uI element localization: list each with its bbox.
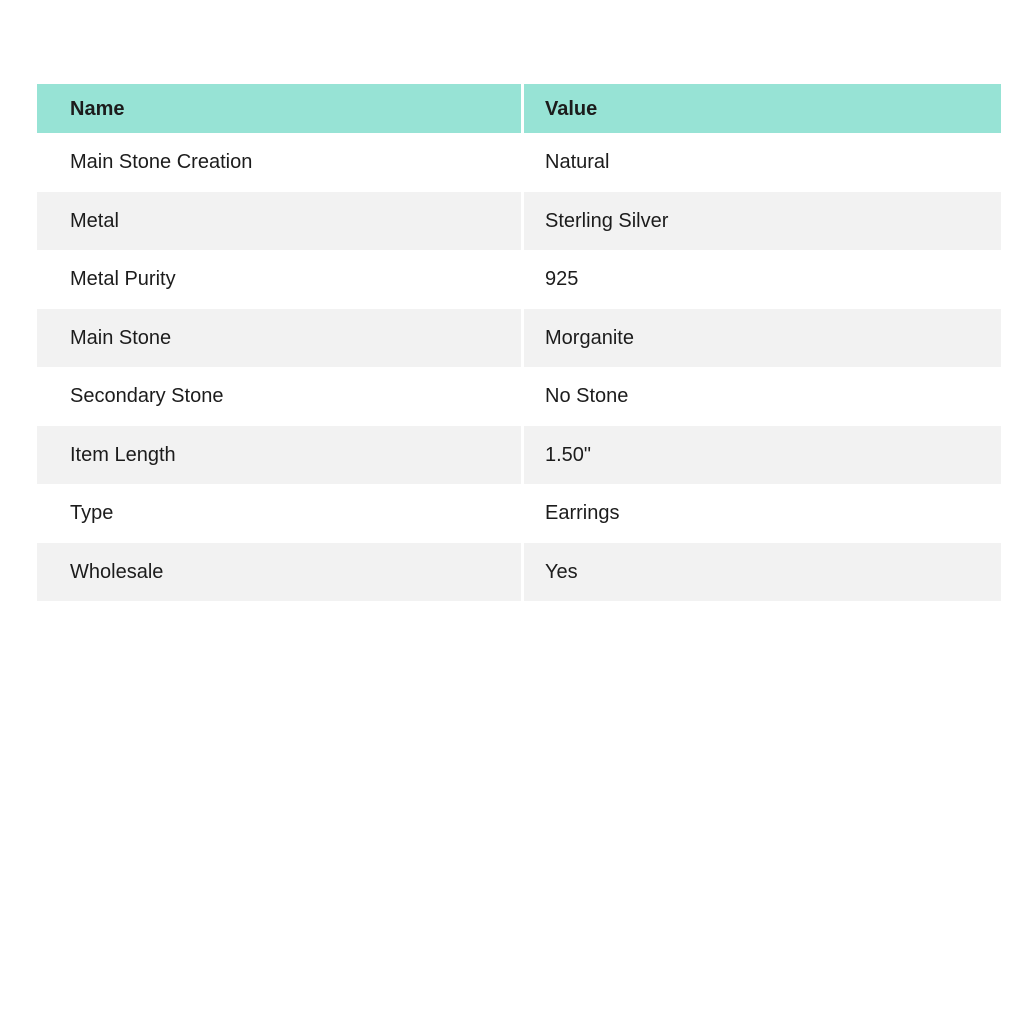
row-name-cell: Metal Purity bbox=[37, 250, 521, 309]
table-row bbox=[37, 250, 1001, 309]
table-row bbox=[37, 192, 1001, 251]
table-body bbox=[37, 133, 1001, 601]
row-value-cell: Morganite bbox=[524, 309, 1001, 368]
row-name-cell: Metal bbox=[37, 192, 521, 251]
row-name-cell: Type bbox=[37, 484, 521, 543]
row-value-cell: 925 bbox=[524, 250, 1001, 309]
column-header-value: Value bbox=[524, 84, 1001, 133]
row-value-cell: Natural bbox=[524, 133, 1001, 192]
table-row bbox=[37, 426, 1001, 485]
row-name-cell: Secondary Stone bbox=[37, 367, 521, 426]
row-value-cell: Earrings bbox=[524, 484, 1001, 543]
table-row bbox=[37, 133, 1001, 192]
table-row bbox=[37, 367, 1001, 426]
column-header-name: Name bbox=[37, 84, 521, 133]
table-header-row bbox=[37, 84, 1001, 133]
table-row bbox=[37, 484, 1001, 543]
table-row bbox=[37, 309, 1001, 368]
row-name-cell: Item Length bbox=[37, 426, 521, 485]
row-value-cell: Sterling Silver bbox=[524, 192, 1001, 251]
row-name-cell: Wholesale bbox=[37, 543, 521, 602]
row-name-cell: Main Stone Creation bbox=[37, 133, 521, 192]
row-value-cell: No Stone bbox=[524, 367, 1001, 426]
table-row bbox=[37, 543, 1001, 602]
item-specifics-table bbox=[37, 84, 1001, 601]
row-value-cell: Yes bbox=[524, 543, 1001, 602]
row-value-cell: 1.50" bbox=[524, 426, 1001, 485]
row-name-cell: Main Stone bbox=[37, 309, 521, 368]
